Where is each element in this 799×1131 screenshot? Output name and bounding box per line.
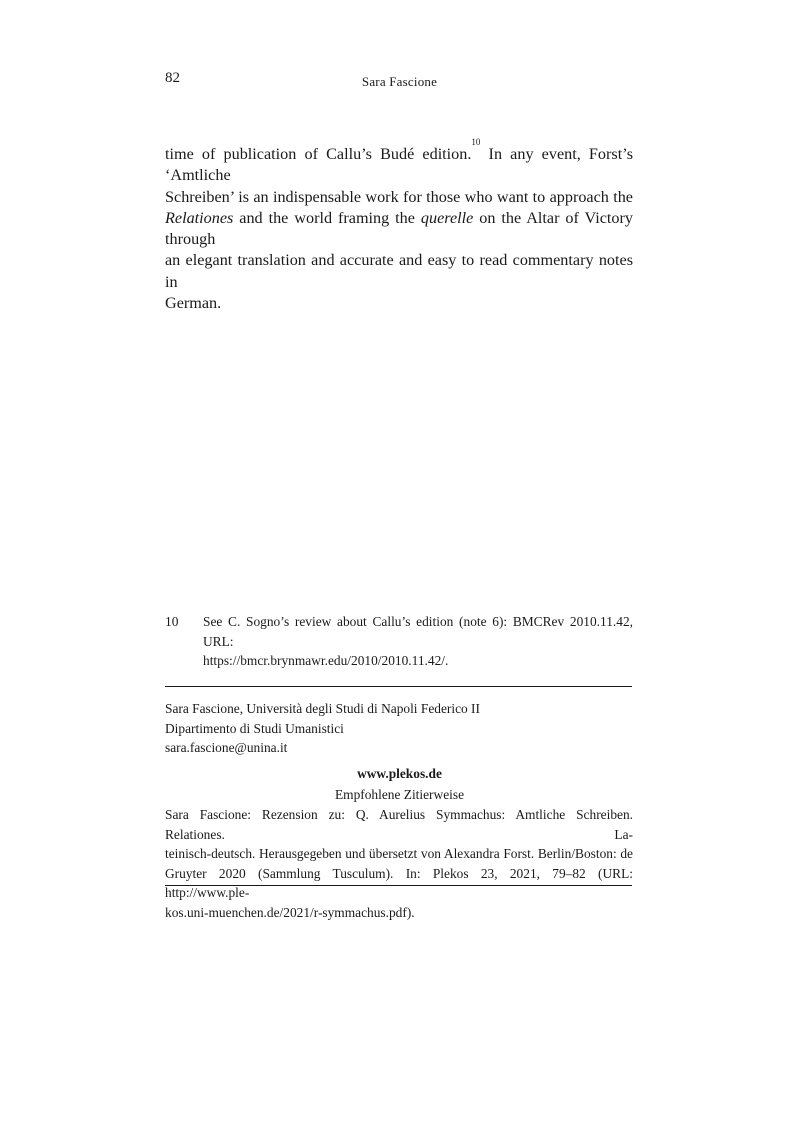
body-line-1-a: time of publication of Callu’s Budé edition.	[165, 145, 472, 163]
body-line-3-end: on the Altar of Victory through	[165, 208, 633, 249]
body-line-3	[165, 208, 633, 251]
body-line-5: German.	[165, 294, 222, 313]
divider-bottom	[165, 885, 632, 886]
italic-querelle: querelle	[420, 208, 474, 227]
body-line-1-b: In any event, Forst’s ‘Amtliche	[165, 145, 633, 185]
author-email[interactable]: sara.fascione@unina.it	[165, 740, 288, 755]
citation-line-4: kos.uni-muenchen.de/2021/r-symmachus.pdf).	[165, 904, 415, 920]
citation-text	[165, 805, 633, 922]
affiliation-line-1: Sara Fascione, Università degli Studi di Napoli Federico II	[165, 701, 480, 716]
footnote-number: 10	[165, 614, 179, 629]
body-line-1	[165, 137, 633, 187]
citation-line-2: teinisch-deutsch. Herausgegeben und übersetzt von Alexandra Forst. Berlin/Boston: de	[165, 846, 633, 861]
body-line-2: Schreiben’ is an indispensable work for those who want to approach the	[165, 187, 633, 206]
author-affiliation	[165, 699, 480, 758]
footnote-text	[203, 612, 633, 671]
citation-line-1: Sara Fascione: Rezension zu: Q. Aurelius Symmachus: Amtliche Schreiben. Relationes. La-	[165, 807, 633, 842]
body-line-4: an elegant translation and accurate and easy to read commentary notes in	[165, 251, 633, 291]
body-paragraph	[165, 137, 633, 314]
footnote-url[interactable]: https://bmcr.brynmawr.edu/2010/2010.11.42/.	[203, 653, 449, 668]
citation-heading: Empfohlene Zitierweise	[334, 787, 465, 802]
italic-relationes: Relationes	[165, 208, 234, 227]
page-number: 82	[165, 70, 180, 86]
footnote-10	[165, 612, 633, 671]
citation-line-3: Gruyter 2020 (Sammlung Tusculum). In: Plekos 23, 2021, 79–82 (URL: http://www.ple-	[165, 865, 633, 900]
divider-top	[165, 686, 632, 687]
body-line-3-mid: and the world framing the	[233, 208, 421, 227]
footnote-line-1: See C. Sogno’s review about Callu’s edition (note 6): BMCRev 2010.11.42, URL:	[203, 614, 633, 649]
affiliation-line-2: Dipartimento di Studi Umanistici	[165, 720, 344, 736]
running-head: Sara Fascione	[361, 74, 438, 89]
site-link[interactable]: www.plekos.de	[357, 766, 442, 781]
footnote-ref-10[interactable]: 10	[471, 137, 481, 147]
